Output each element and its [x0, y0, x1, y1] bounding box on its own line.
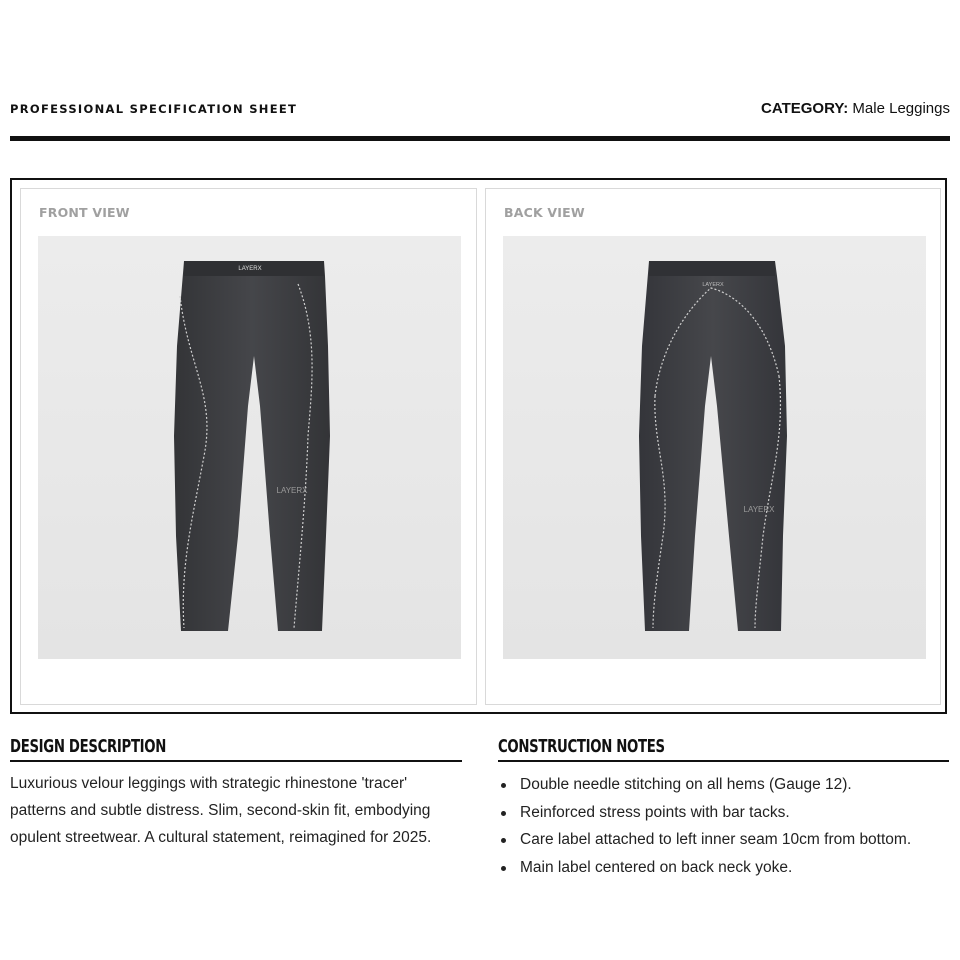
sheet-title: PROFESSIONAL SPECIFICATION SHEET [10, 102, 298, 116]
category-label: CATEGORY: [761, 100, 849, 117]
construction-note: Care label attached to left inner seam 10cm from bottom. [498, 826, 953, 854]
design-description-rule [10, 760, 462, 762]
construction-notes-rule [498, 760, 949, 762]
back-view-label: BACK VIEW [504, 205, 585, 220]
category-info [761, 100, 950, 117]
front-leggings-image [38, 236, 461, 659]
design-description-text: Luxurious velour leggings with strategic rhinestone 'tracer' patterns and subtle distress. Slim, second-skin fit, embodying opulent streetwear. A cultural statement, reimagined for 2025. [10, 775, 432, 846]
back-view-photo [503, 236, 926, 659]
front-brand-mark: LAYERX [276, 486, 308, 495]
back-leggings-image [503, 236, 926, 659]
front-view-photo [38, 236, 461, 659]
construction-note: Reinforced stress points with bar tacks. [498, 799, 953, 827]
design-description-title: DESIGN DESCRIPTION [10, 736, 167, 757]
construction-notes-list [498, 771, 953, 881]
construction-note: Main label centered on back neck yoke. [498, 854, 953, 882]
front-view-panel [20, 188, 477, 705]
front-view-label: FRONT VIEW [39, 205, 130, 220]
back-brand-mark: LAYERX [743, 505, 775, 514]
construction-notes-title: CONSTRUCTION NOTES [498, 736, 665, 757]
back-view-panel [485, 188, 941, 705]
back-waist-logo: LAYERX [702, 282, 724, 288]
construction-note: Double needle stitching on all hems (Gauge 12). [498, 771, 953, 799]
views-frame [10, 178, 947, 714]
category-value: Male Leggings [852, 100, 950, 117]
front-waist-logo: LAYERX [238, 266, 262, 272]
header-divider [10, 136, 950, 141]
sheet-header [10, 98, 950, 122]
